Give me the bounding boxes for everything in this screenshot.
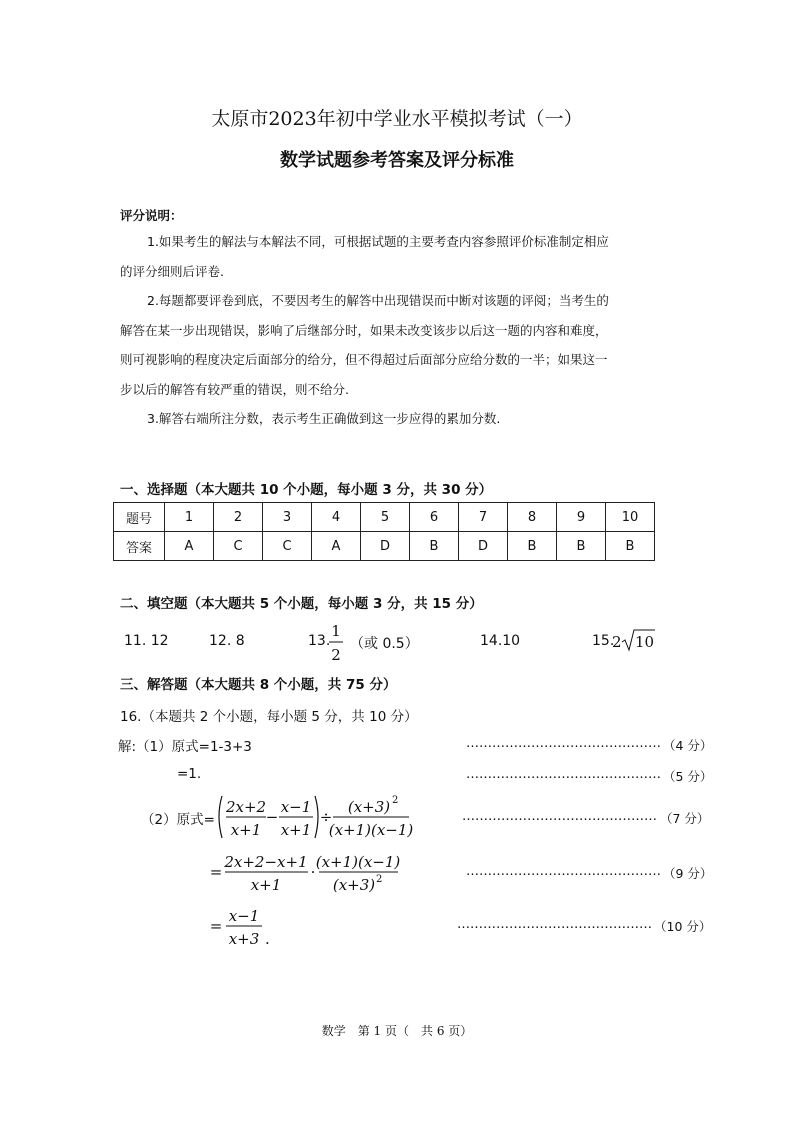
minus-sign: − [265,808,279,826]
answer-row [114,532,655,561]
equation-step-2 [210,850,410,898]
fraction-numerator: 2x+2−x+1 [224,853,308,871]
fraction-denominator: 2 [331,646,341,664]
fraction-numerator: 1 [331,622,341,640]
equals-sign: = [209,917,223,935]
solution-16-1-line-2: =1. [177,766,202,782]
radicand: 10 [635,633,655,651]
dotted-leader: ……………………………………… [466,767,661,782]
fill-answer-13-alt: （或 0.5） [350,636,419,652]
answer-cell: B [606,532,655,561]
page-footer: 数学 第 1 页（ 共 6 页） [321,1024,473,1038]
answer-cell: C [214,532,263,561]
answer-cell: D [361,532,410,561]
question-number: 4 [312,503,361,532]
period: . [265,930,270,948]
question-number: 2 [214,503,263,532]
question-number: 6 [410,503,459,532]
dotted-leader: ……………………………………… [466,864,661,879]
fraction-numerator: (x+1)(x−1) [315,853,401,871]
score-10: （10 分） [654,919,712,934]
equals-sign: = [209,863,223,881]
question-16-title: 16.（本题共 2 个小题，每小题 5 分，共 10 分） [120,709,418,725]
solution-16-2-label: （2）原式= [141,812,215,828]
score-4: （4 分） [663,738,713,753]
dotted-leader: ……………………………………… [457,917,652,932]
question-number: 7 [459,503,508,532]
answer-label: 答案 [114,532,165,561]
answer-cell: D [459,532,508,561]
fraction-denominator: x+1 [280,821,312,839]
question-number-row [114,503,655,532]
note-1-line-2: 的评分细则后评卷. [120,263,224,279]
division-sign: ÷ [319,808,333,826]
score-9: （9 分） [663,866,713,881]
fill-answer-15-label: 15. [592,633,615,649]
fraction-denominator: (x+1)(x−1) [328,821,414,839]
section-1-heading: 一、选择题（本大题共 10 个小题，每小题 3 分，共 30 分） [120,482,493,498]
equation-step-1 [216,794,416,842]
fraction-numerator: 2x+2 [225,798,267,816]
answer-cell: B [557,532,606,561]
exponent: 2 [376,874,383,885]
fill-answer-13-label: 13. [308,633,331,649]
answer-cell: C [263,532,312,561]
answer-cell: B [508,532,557,561]
fill-answer-11: 11. 12 [124,633,169,649]
exam-title: 太原市2023年初中学业水平模拟考试（一） [211,108,583,130]
dotted-leader: ……………………………………… [462,809,657,824]
dotted-leader: ……………………………………… [466,736,661,751]
note-2-line-2: 解答在某一步出现错误，影响了后继部分时，如果未改变该步以后这一题的内容和难度， [120,322,608,338]
note-3: 3.解答右端所注分数，表示考生正确做到这一步应得的累加分数. [147,411,501,426]
answer-cell: A [312,532,361,561]
answer-key-title: 数学试题参考答案及评分标准 [280,150,514,171]
score-7: （7 分） [660,811,710,826]
question-number: 9 [557,503,606,532]
equation-step-3 [210,904,290,952]
answer-cell: B [410,532,459,561]
section-3-heading: 三、解答题（本大题共 8 个小题，共 75 分） [120,677,397,693]
section-2-heading: 二、填空题（本大题共 5 个小题，每小题 3 分，共 15 分） [120,596,483,612]
fill-answer-12: 12. 8 [209,633,245,649]
multiplication-dot: · [310,863,316,881]
fraction-numerator: x−1 [280,798,312,816]
question-number-label: 题号 [114,503,165,532]
fraction-numerator: (x+3) [347,798,391,816]
fraction-numerator: x−1 [228,907,260,925]
question-number: 5 [361,503,410,532]
fraction-denominator: x+1 [230,821,262,839]
grading-notes-heading: 评分说明： [120,208,183,223]
note-2-line-1: 2.每题都要评卷到底，不要因考生的解答中出现错误而中断对该题的评阅；当考生的 [147,293,609,308]
grading-notes [120,227,680,434]
left-paren [219,796,222,838]
note-1-line-1: 1.如果考生的解法与本解法不同，可根据试题的主要考查内容参照评价标准制定相应 [147,234,609,249]
radical-coefficient: 2 [612,633,622,651]
fraction-one-half [326,620,346,664]
question-number: 3 [263,503,312,532]
fraction-denominator: x+1 [250,876,282,894]
note-2-line-4: 步以后的解答有较严重的错误，则不给分. [120,381,349,397]
two-root-ten [612,626,656,654]
exponent: 2 [392,795,399,806]
note-2-line-3: 则可视影响的程度决定后面部分的给分，但不得超过后面部分应给分数的一半；如果这一 [120,352,608,367]
question-number: 10 [606,503,655,532]
question-number: 8 [508,503,557,532]
fraction-denominator: x+3 [228,930,260,948]
score-5: （5 分） [663,769,713,784]
fraction-denominator: (x+3) [332,876,376,894]
right-paren [315,796,318,838]
answer-cell: A [165,532,214,561]
question-number: 1 [165,503,214,532]
multiple-choice-answer-table [113,502,655,561]
solution-16-1-line-1: 解:（1）原式=1-3+3 [118,739,252,755]
fill-answer-14: 14.10 [480,633,521,649]
